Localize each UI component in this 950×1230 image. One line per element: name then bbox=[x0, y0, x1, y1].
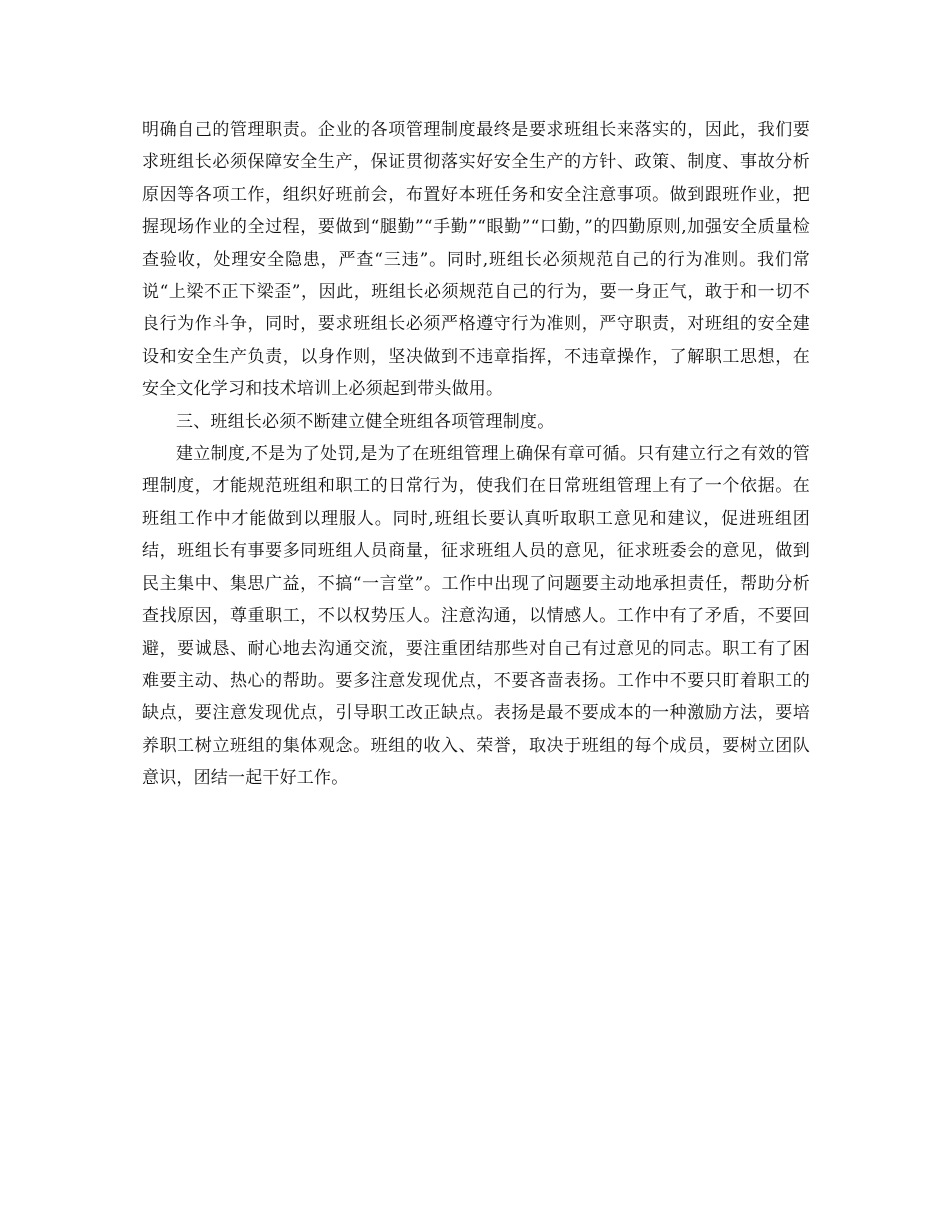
section-heading: 三、班组长必须不断建立健全班组各项管理制度。 bbox=[176, 411, 555, 432]
document-body bbox=[142, 114, 810, 795]
paragraph: 建立制度,不是为了处罚,是为了在班组管理上确保有章可循。只有建立行之有效的管理制度，才能规范班组和职工的日常行为，使我们在日常班组管理上有了一个依据。在班组工作中才能做到以理服人。同时,班组长要认真听取职工意见和建议，促进班组团结，班组长有事要多同班组人员商量，征求班组人员的意见，征求班委会的意见，做到民主集中、集思广益，不搞“一言堂”。工作中出现了问题要主动地承担责任，帮助分析查找原因，尊重职工，不以权势压人。注意沟通，以情感人。工作中有了矛盾，不要回避，要诚恳、耐心地去沟通交流，要注重团结那些对自己有过意见的同志。职工有了困难要主动、热心的帮助。要多注意发现优点，不要吝啬表扬。工作中不要只盯着职工的缺点，要注意发现优点，引导职工改正缺点。表扬是最不要成本的一种激励方法，要培养职工树立班组的集体观念。班组的收入、荣誉，取决于班组的每个成员，要树立团队意识，团结一起干好工作。 bbox=[142, 444, 810, 789]
paragraph-continued: 明确自己的管理职责。企业的各项管理制度最终是要求班组长来落实的，因此，我们要求班组长必须保障安全生产，保证贯彻落实好安全生产的方针、政策、制度、事故分析原因等各项工作，组织好班前会，布置好本班任务和安全注意事项。做到跟班作业，把握现场作业的全过程，要做到“腿勤”“手勤”“眼勤”“口勤，”的四勤原则,加强安全质量检查验收，处理安全隐患，严查“三违”。同时,班组长必须规范自己的行为准则。我们常说“上梁不正下梁歪”，因此，班组长必须规范自己的行为，要一身正气，敢于和一切不良行为作斗争，同时，要求班组长必须严格遵守行为准则，严守职责，对班组的安全建设和安全生产负责，以身作则，坚决做到不违章指挥，不违章操作，了解职工思想，在安全文化学习和技术培训上必须起到带头做用。 bbox=[142, 120, 810, 400]
